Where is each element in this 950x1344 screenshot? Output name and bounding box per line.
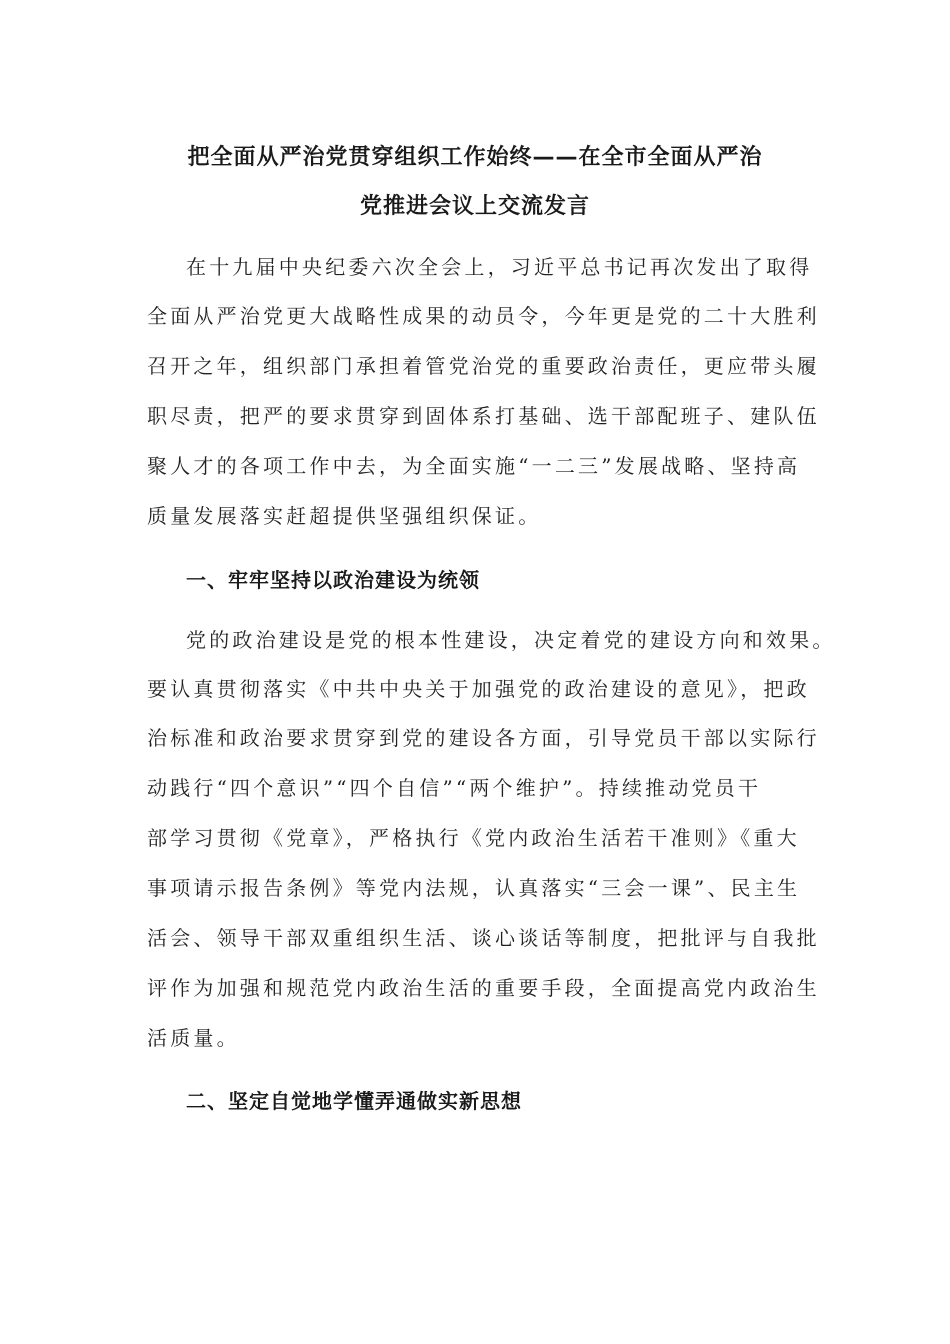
document-title-line-2: 党推进会议上交流发言 [359, 194, 590, 219]
intro-paragraph-line: 聚人才的各项工作中去，为全面实施“一二三”发展战略、坚持高 [147, 454, 801, 478]
section-1-paragraph-line: 评作为加强和规范党内政治生活的重要手段，全面提高党内政治生 [147, 976, 820, 1000]
section-1-paragraph-line: 活会、领导干部双重组织生活、谈心谈话等制度，把批评与自我批 [147, 926, 820, 950]
section-1-heading: 一、牢牢坚持以政治建设为统领 [186, 568, 480, 592]
section-1-paragraph-line: 要认真贯彻落实《中共中央关于加强党的政治建设的意见》，把政 [147, 677, 810, 701]
intro-paragraph-line: 职尽责，把严的要求贯穿到固体系打基础、选干部配班子、建队伍 [147, 404, 820, 428]
section-1-paragraph-line: 事项请示报告条例》等党内法规，认真落实“三会一课”、民主生 [147, 876, 801, 900]
intro-paragraph-line: 在十九届中央纪委六次全会上，习近平总书记再次发出了取得 [186, 255, 813, 279]
section-1-paragraph-line: 动践行“四个意识”“四个自信”“两个维护”。持续推动党员干 [147, 776, 762, 800]
section-2-heading: 二、坚定自觉地学懂弄通做实新思想 [186, 1089, 522, 1113]
section-1-paragraph-line: 部学习贯彻《党章》，严格执行《党内政治生活若干准则》《重大 [147, 826, 800, 850]
document-title-line-1: 把全面从严治党贯穿组织工作始终——在全市全面从严治 [187, 145, 763, 170]
section-1-paragraph-line: 治标准和政治要求贯穿到党的建设各方面，引导党员干部以实际行 [147, 726, 820, 750]
intro-paragraph-line: 全面从严治党更大战略性成果的动员令，今年更是党的二十大胜利 [147, 304, 820, 328]
intro-paragraph-line: 召开之年，组织部门承担着管党治党的重要政治责任，更应带头履 [147, 354, 820, 378]
section-1-paragraph-line: 活质量。 [147, 1026, 240, 1050]
section-1-paragraph-line: 党的政治建设是党的根本性建设，决定着党的建设方向和效果。 [186, 628, 836, 652]
intro-paragraph-line: 质量发展落实赶超提供坚强组织保证。 [147, 504, 542, 528]
